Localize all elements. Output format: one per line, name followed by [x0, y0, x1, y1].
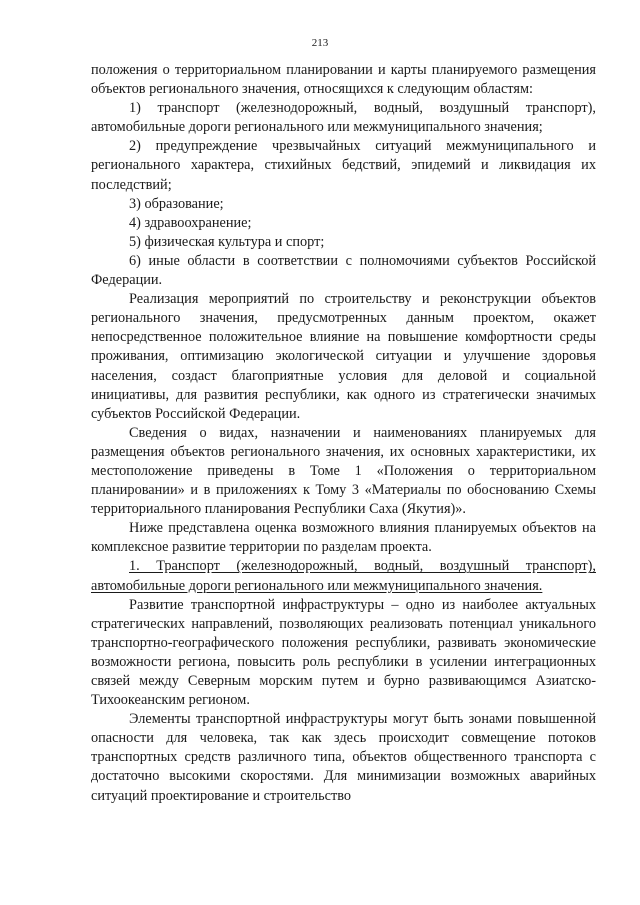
section-heading-text: 1. Транспорт (железнодорожный, водный, воздушный транспорт), автомобильные дороги регионального или межмуниципального значения. — [91, 558, 596, 594]
list-item-sport: 5) физическая культура и спорт; — [129, 233, 325, 250]
list-item-transport: 1) транспорт (железнодорожный, водный, воздушный транспорт), автомобильные дороги регионального или межмуниципального значения; — [91, 100, 596, 136]
page-number: 213 — [311, 37, 329, 49]
list-item-healthcare: 4) здравоохранение; — [129, 214, 252, 231]
paragraph-implementation: Реализация мероприятий по строительству и реконструкции объектов регионального значения, предусмотренных данным проектом, окажет непосредственное положительное влияние на повышение комфортности среды проживания, оптимизацию экологической ситуации и улучшение здоровья населения, создаст благоприятные условия для деловой и социальной инициативы, для развития республики, как одного из стратегически значимых субъектов Российской Федерации. — [91, 291, 596, 422]
document-body — [91, 61, 596, 806]
section-heading-transport — [91, 557, 596, 595]
paragraph-transport-development: Развитие транспортной инфраструктуры – одно из наиболее актуальных стратегических направлений, позволяющих реализовать потенциал уникального транспортно-географического положения республики, развивать экономические возможности региона, повысить роль республики в усилении интеграционных связей между Северным морским путем и бурно развивающимся Азиатско-Тихоокеанским регионом. — [91, 596, 596, 709]
paragraph-information: Сведения о видах, назначении и наименованиях планируемых для размещения объектов регионального значения, их основных характеристики, их местоположение приведены в Томе 1 «Положения о территориальном планировании» и в приложениях к Тому 3 «Материалы по обоснованию Схемы территориального планирования Республики Саха (Якутия)». — [91, 424, 596, 518]
list-item-other: 6) иные области в соответствии с полномочиями субъектов Российской Федерации. — [91, 252, 596, 289]
list-item-education: 3) образование; — [129, 195, 224, 212]
paragraph-transport-hazards: Элементы транспортной инфраструктуры могут быть зонами повышенной опасности для человека, так как здесь происходит совмещение потоков транспортных средств различного типа, объектов общественного транспорта с достаточно высокими скоростями. Для минимизации возможных аварийных ситуаций проектирование и строительство — [91, 711, 596, 804]
paragraph-assessment-intro: Ниже представлена оценка возможного влияния планируемых объектов на комплексное развитие территории по разделам проекта. — [91, 520, 596, 556]
paragraph-continuation: положения о территориальном планировании и карты планируемого размещения объектов регионального значения, относящихся к следующим областям: — [91, 62, 596, 98]
list-item-emergencies: 2) предупреждение чрезвычайных ситуаций межмуниципального и регионального характера, стихийных бедствий, эпидемий и ликвидация их последствий; — [91, 138, 596, 193]
